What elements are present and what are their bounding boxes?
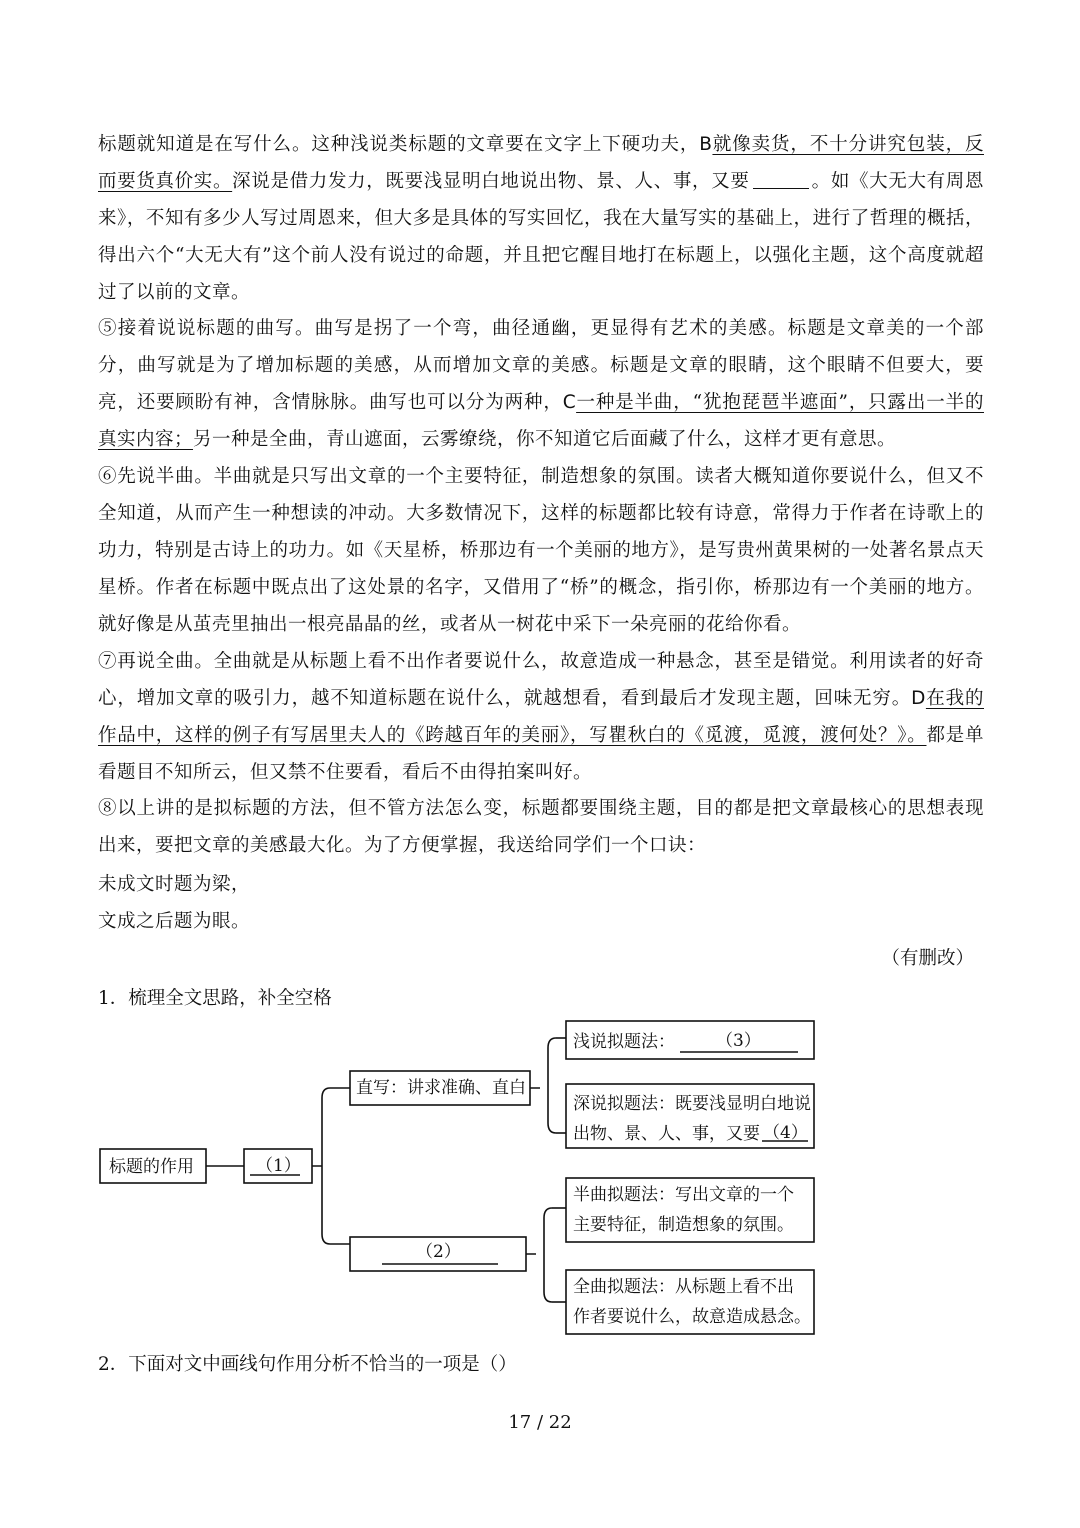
text: 另一种是全曲，青山遮面，云雾缭绕，你不知道它后面藏了什么，这样才更有意思。 — [193, 429, 897, 450]
marker-b: B — [699, 134, 713, 155]
title-function-diagram — [0, 1010, 1080, 1350]
text: 深说是借力发力，既要浅显明白地说出物、景、人、事，又要 — [232, 171, 750, 192]
underlined-sentence-d: 在我的作品中，这样的例子有写居里夫人的《跨越百年的美丽》，写瞿秋白的《觅渡，觅渡，渡何处？》。 — [98, 688, 984, 746]
verse-line-2: 文成之后题为眼。 — [98, 911, 251, 932]
shallow-method-label: 浅说拟题法： — [573, 1032, 675, 1052]
paragraph-6: ⑥先说半曲。半曲就是只写出文章的一个主要特征，制造想象的氛围。读者大概知道你要说什么，但又不全知道，从而产生一种想读的冲动。大多数情况下，这样的标题都比较有诗意，常得力于作者在诗歌上的功力，特别是古诗上的功力。如《天星桥，桥那边有一个美丽的地方》，是写贵州黄果树的一处著名景点天星桥。作者在标题中既点出了这处景的名字，又借用了“桥”的概念，指引你，桥那边有一个美丽的地方。就好像是从茧壳里抽出一根亮晶晶的丝，或者从一树花中采下一朵亮丽的花给你看。 — [98, 466, 984, 635]
blank-2-label[interactable]: （2） — [416, 1242, 461, 1262]
source-note: （有删改） — [881, 948, 974, 969]
page-number: 17 / 22 — [508, 1412, 572, 1433]
full-curve-line-2: 作者要说什么，故意造成悬念。 — [573, 1307, 811, 1327]
half-curve-line-2: 主要特征，制造想象的氛围。 — [573, 1215, 794, 1235]
question-2-prompt: 2．下面对文中画线句作用分析不恰当的一项是（） — [98, 1354, 517, 1375]
branch-a-label: 直写：讲求准确、直白 — [356, 1078, 526, 1098]
verse-line-1: 未成文时题为梁， — [98, 874, 251, 895]
root-label: 标题的作用 — [109, 1157, 194, 1177]
text: 标题就知道是在写什么。这种浅说类标题的文章要在文字上下硬功夫， — [98, 134, 700, 155]
full-curve-line-1: 全曲拟题法：从标题上看不出 — [573, 1277, 794, 1297]
fill-blank[interactable] — [753, 170, 809, 189]
deep-method-line-1: 深说拟题法：既要浅显明白地说 — [573, 1094, 811, 1114]
half-curve-line-1: 半曲拟题法：写出文章的一个 — [573, 1185, 794, 1205]
question-1-prompt: 1．梳理全文思路，补全空格 — [98, 988, 332, 1009]
text: 。如《大无大有周恩来》，不知有多少人写过周恩来，但大多是具体的写实回忆，我在大量写实的基础上，进行了哲理的概括，得出六个“大无大有”这个前人没有说过的命题，并且把它醒目地打在标题上，以强化主题，这个高度就超过了以前的文章。 — [98, 171, 984, 303]
marker-d: D — [911, 688, 926, 709]
paragraph-8: ⑧以上讲的是拟标题的方法，但不管方法怎么变，标题都要围绕主题，目的都是把文章最核心的思想表现出来，要把文章的美感最大化。为了方便掌握，我送给同学们一个口诀： — [98, 798, 984, 856]
underlined-sentence-c: 一种是半曲，“犹抱琵琶半遮面”，只露出一半的真实内容； — [98, 392, 984, 450]
blank-1-label[interactable]: （1） — [256, 1156, 301, 1176]
text: 都是单看题目不知所云，但又禁不住要看，看后不由得拍案叫好。 — [98, 725, 984, 783]
text: ⑦再说全曲。全曲就是从标题上看不出作者要说什么，故意造成一种悬念，甚至是错觉。利用读者的好奇心，增加文章的吸引力，越不知道标题在说什么，就越想看，看到最后才发现主题，回味无穷。 — [98, 651, 984, 709]
underlined-sentence-b: 就像卖货，不十分讲究包装，反而要货真价实。 — [98, 134, 984, 192]
paragraph-intro — [98, 126, 984, 311]
deep-method-line-2: 出物、景、人、事，又要 — [573, 1124, 760, 1144]
paragraph-7 — [98, 643, 984, 791]
blank-3-label[interactable]: （3） — [716, 1031, 761, 1051]
paragraph-5 — [98, 310, 984, 458]
blank-4-label[interactable]: （4） — [763, 1123, 808, 1143]
text: ⑤接着说说标题的曲写。曲写是拐了一个弯，曲径通幽，更显得有艺术的美感。标题是文章美的一个部分，曲写就是为了增加标题的美感，从而增加文章的美感。标题是文章的眼睛，这个眼睛不但要大，要亮，还要顾盼有神，含情脉脉。曲写也可以分为两种， — [98, 318, 984, 413]
marker-c: C — [562, 392, 577, 413]
